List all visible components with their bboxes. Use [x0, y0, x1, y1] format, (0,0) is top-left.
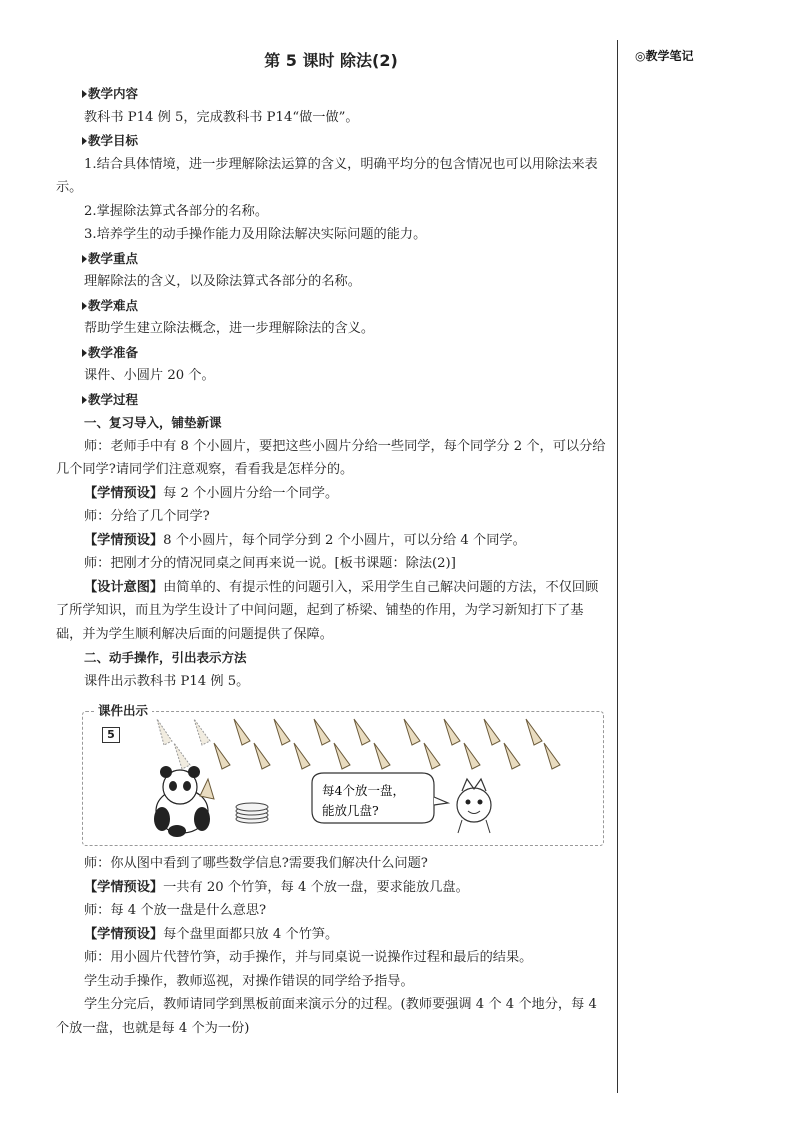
- part1-p1: 师：老师手中有 8 个小圆片，要把这些小圆片分给一些同学，每个同学分 2 个，可以分给几个同学?请同学们注意观察，看看我是怎样分的。: [56, 438, 606, 477]
- part2-p5: 【学情预设】每个盘里面都只放 4 个竹笋。: [84, 926, 339, 942]
- part2-p8: 学生分完后，教师请同学到黑板前面来演示分的过程。(教师要强调 4 个 4 个地分，每 4 个放一盘，也就是每 4 个为一份): [56, 997, 597, 1036]
- part1-p3: 师：分给了几个同学?: [84, 509, 210, 524]
- content-text: 教科书 P14 例 5，完成教科书 P14“做一做”。: [84, 109, 359, 125]
- section-heading-goals: 教学目标: [56, 129, 606, 153]
- part1-p5: 师：把刚才分的情况同桌之间再来说一说。[板书课题：除法(2)]: [84, 556, 456, 571]
- goal-1: 1.结合具体情境，进一步理解除法运算的含义，明确平均分的包含情况也可以用除法来表示。: [56, 156, 598, 195]
- bamboo-shoot-icon: [314, 719, 330, 745]
- preset-tag: 【学情预设】: [84, 926, 164, 942]
- bamboo-shoot-icon: [424, 743, 440, 769]
- figure-label: 课件出示: [94, 699, 152, 723]
- preset-tag: 【学情预设】: [84, 485, 164, 501]
- bamboo-shoot-icon: [504, 743, 520, 769]
- speech-bubble: [312, 773, 448, 823]
- key-text: 理解除法的含义，以及除法算式各部分的名称。: [84, 274, 361, 289]
- section-heading-difficulty: 教学难点: [56, 294, 606, 318]
- bamboo-shoot-icon: [354, 719, 370, 745]
- part2-p7: 学生动手操作，教师巡视，对操作错误的同学给予指导。: [84, 973, 414, 989]
- courseware-figure: [82, 701, 604, 846]
- section-heading-content: 教学内容: [56, 82, 606, 106]
- part2-p1: 课件出示教科书 P14 例 5。: [84, 673, 250, 689]
- part1-p4: 【学情预设】8 个小圆片，每个同学分到 2 个小圆片，可以分给 4 个同学。: [84, 532, 526, 548]
- bamboo-shoot-icon: [254, 743, 270, 769]
- panda-icon: [154, 766, 214, 837]
- bamboo-shoot-icon: [274, 719, 290, 745]
- bubble-line-1: 每4个放一盘，: [322, 783, 405, 798]
- part2-p4: 师：每 4 个放一盘是什么意思?: [84, 903, 267, 918]
- bamboo-shoot-icon: [444, 719, 460, 745]
- example-number: 5: [102, 727, 120, 743]
- bamboo-shoot-icon: [174, 743, 190, 769]
- part2-p2: 师：你从图中看到了哪些数学信息?需要我们解决什么问题?: [84, 856, 428, 871]
- part1-p6: 【设计意图】由简单的、有提示性的问题引入，采用学生自己解决问题的方法，不仅回顾了所学知识，而且为学生设计了中间问题，起到了桥梁、铺垫的作用，为学习新知打下了基础，并为学生顺利解决后面的问题提供了保障。: [56, 579, 599, 642]
- lesson-content: [56, 50, 606, 1040]
- part1-heading: 一、复习导入，铺垫新课: [84, 415, 222, 430]
- bamboo-shoot-icon: [544, 743, 560, 769]
- goal-2: 2.掌握除法算式各部分的名称。: [84, 203, 269, 219]
- prep-text: 课件、小圆片 20 个。: [84, 368, 215, 383]
- bamboo-shoot-rows: [157, 719, 560, 769]
- part2-p6: 师：用小圆片代替竹笋，动手操作，并与同桌说一说操作过程和最后的结果。: [84, 950, 533, 965]
- section-heading-prep: 教学准备: [56, 341, 606, 365]
- section-heading-process: 教学过程: [56, 388, 606, 412]
- goal-3: 3.培养学生的动手操作能力及用除法解决实际问题的能力。: [84, 227, 427, 242]
- bamboo-shoot-icon: [484, 719, 500, 745]
- bamboo-shoot-icon: [464, 743, 480, 769]
- column-divider: [617, 40, 618, 1093]
- part2-p3: 【学情预设】一共有 20 个竹笋，每 4 个放一盘，要求能放几盘。: [84, 879, 469, 895]
- bamboo-shoot-icon: [404, 719, 420, 745]
- bamboo-shoot-icon: [234, 719, 250, 745]
- lesson-title: 第 5 课时 除法(2): [264, 51, 398, 70]
- design-intent-tag: 【设计意图】: [84, 579, 164, 595]
- bamboo-shoot-icon: [214, 743, 230, 769]
- section-heading-key: 教学重点: [56, 247, 606, 271]
- cartoon-character-icon: [457, 779, 491, 833]
- bamboo-shoots-illustration: [82, 701, 604, 846]
- difficulty-text: 帮助学生建立除法概念，进一步理解除法的含义。: [84, 321, 375, 336]
- bamboo-shoot-icon: [157, 719, 172, 745]
- bamboo-shoot-icon: [294, 743, 310, 769]
- part2-heading: 二、动手操作，引出表示方法: [84, 650, 247, 665]
- preset-tag: 【学情预设】: [84, 532, 164, 548]
- bamboo-shoot-icon: [334, 743, 350, 769]
- plates-icon: [236, 803, 268, 823]
- bamboo-shoot-icon: [194, 719, 210, 745]
- teaching-notes-label: ◎教学笔记: [635, 49, 694, 63]
- part1-p2: 【学情预设】每 2 个小圆片分给一个同学。: [84, 485, 339, 501]
- bamboo-shoot-icon: [526, 719, 542, 745]
- preset-tag: 【学情预设】: [84, 879, 164, 895]
- bamboo-shoot-icon: [374, 743, 390, 769]
- bubble-line-2: 能放几盘?: [322, 803, 379, 818]
